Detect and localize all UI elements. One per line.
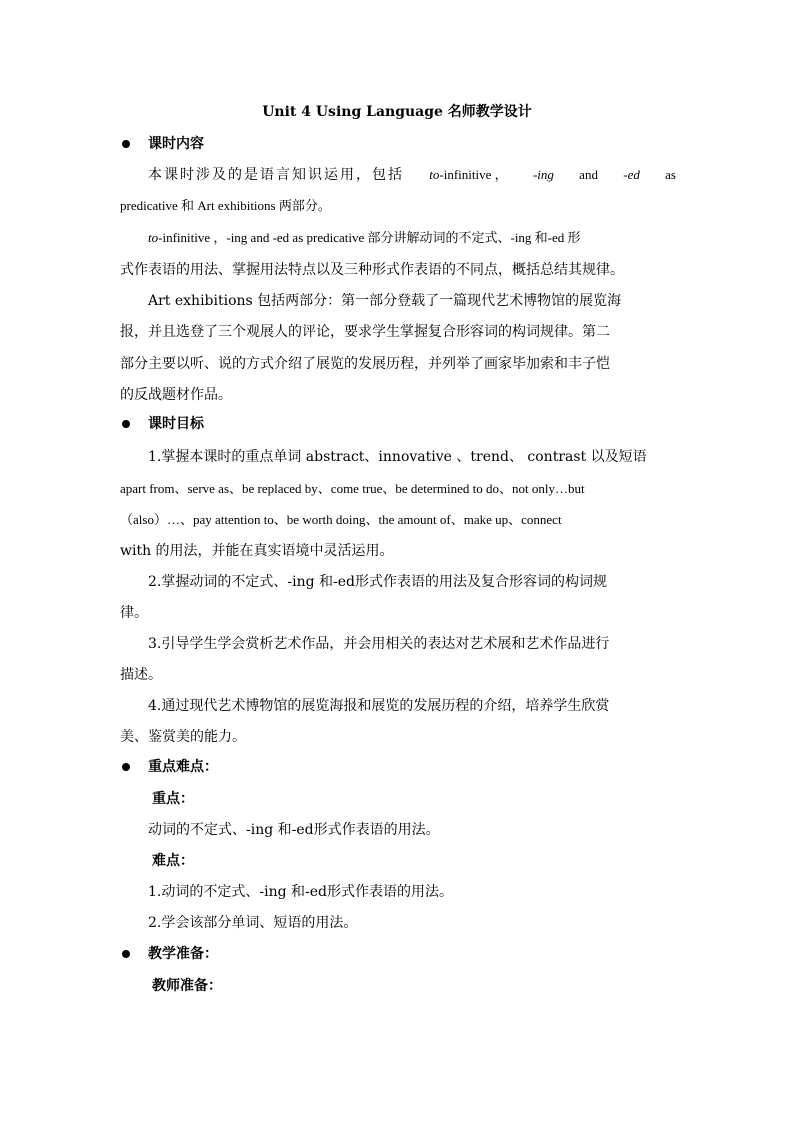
difficulty-item-2: 2.学会该部分单词、短语的用法。 [148, 915, 358, 931]
content-paragraph-3-line-1: Art exhibitions 包括两部分：第一部分登载了一篇现代艺术博物馆的展览海 [148, 293, 622, 309]
goal-2-line-2: 律。 [120, 605, 148, 621]
section-heading-content: 课时内容 [148, 136, 204, 152]
goal-1-line-1: 1.掌握本课时的重点单词 abstract、innovative 、trend、 contrast 以及短语 [148, 449, 647, 465]
page-title: Unit 4 Using Language 名师教学设计 [262, 104, 532, 120]
bullet-icon [120, 418, 132, 430]
content-paragraph-2-line-1: to-infinitive ，-ing and -ed as predicative 部分讲解动词的不定式、-ing 和-ed 形 [148, 230, 581, 245]
content-paragraph-1-line-2: predicative 和 Art exhibitions 两部分。 [120, 198, 331, 213]
content-paragraph-1-line-1: 本课时涉及的是语言知识运用，包括 to-infinitive ， -ing and -ed as [148, 167, 676, 183]
goal-3-line-2: 描述。 [120, 667, 162, 683]
content-paragraph-2-line-2: 式作表语的用法、掌握用法特点以及三种形式作表语的不同点，概括总结其规律。 [120, 262, 624, 278]
goal-4-line-1: 4.通过现代艺术博物馆的展览海报和展览的发展历程的介绍，培养学生欣赏 [148, 698, 610, 714]
focus-label: 重点： [152, 791, 194, 807]
focus-text: 动词的不定式、-ing 和-ed形式作表语的用法。 [148, 822, 440, 838]
goal-3-line-1: 3.引导学生学会赏析艺术作品，并会用相关的表达对艺术展和艺术作品进行 [148, 636, 610, 652]
bullet-icon [120, 948, 132, 960]
section-heading-prep: 教学准备： [148, 946, 218, 962]
goal-1-line-4: with 的用法，并能在真实语境中灵活运用。 [120, 543, 394, 559]
bullet-icon [120, 761, 132, 773]
teacher-prep-label: 教师准备： [152, 978, 222, 994]
difficulty-label: 难点： [152, 853, 194, 869]
section-heading-goals: 课时目标 [148, 416, 204, 432]
goal-2-line-1: 2.掌握动词的不定式、-ing 和-ed形式作表语的用法及复合形容词的构词规 [148, 574, 607, 590]
content-paragraph-3-line-2: 报，并且选登了三个观展人的评论，要求学生掌握复合形容词的构词规律。第二 [120, 324, 610, 340]
difficulty-item-1: 1.动词的不定式、-ing 和-ed形式作表语的用法。 [148, 884, 453, 900]
goal-4-line-2: 美、鉴赏美的能力。 [120, 729, 246, 745]
content-paragraph-3-line-4: 的反战题材作品。 [120, 387, 232, 403]
bullet-icon [120, 138, 132, 150]
content-paragraph-3-line-3: 部分主要以听、说的方式介绍了展览的发展历程，并列举了画家毕加索和丰子恺 [120, 356, 610, 372]
goal-1-line-2: apart from、serve as、be replaced by、come true、be determined to do、not only…but [120, 481, 585, 496]
section-heading-key: 重点难点： [148, 759, 218, 775]
goal-1-line-3: （also）…、pay attention to、be worth doing、the amount of、make up、connect [120, 512, 562, 527]
